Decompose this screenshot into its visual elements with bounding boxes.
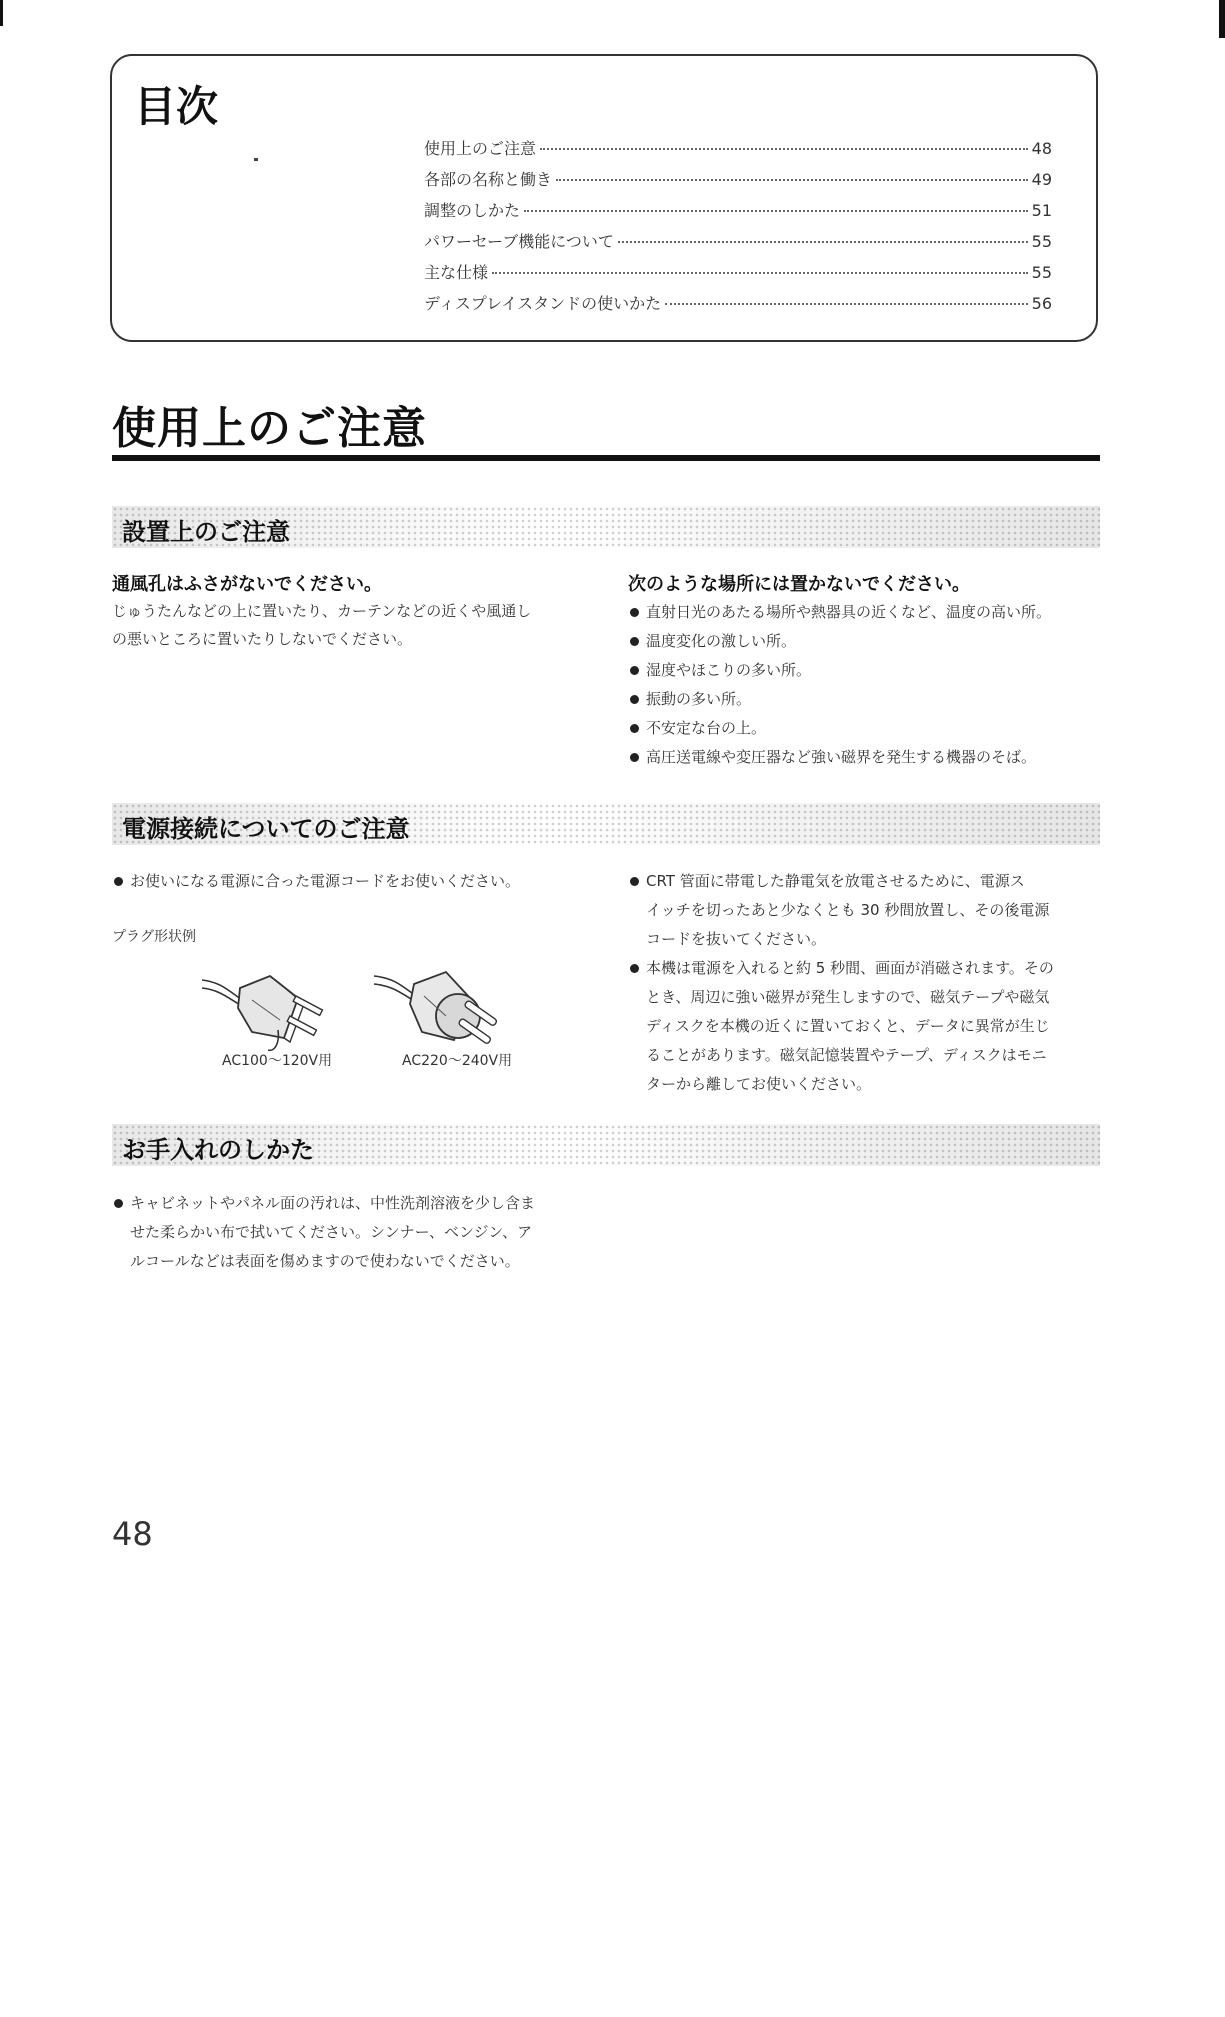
title-rule <box>112 455 1100 461</box>
ventilation-subheading: 通風孔はふさがないでください。 <box>112 574 382 595</box>
toc-entry-label: 各部の名称と働き <box>424 170 553 189</box>
toc-entry[interactable] <box>424 167 1052 198</box>
plug-icon-ac220 <box>372 958 522 1058</box>
placement-bullet-list <box>628 598 1108 772</box>
bullet-item: 高圧送電線や変圧器など強い磁界を発生する機器のそば。 <box>628 743 1108 772</box>
power-right-bullet-list <box>628 867 1106 1099</box>
section-heading-installation: 設置上のご注意 <box>122 518 290 546</box>
toc-entry-page: 51 <box>1031 201 1052 220</box>
text-line: イッチを切ったあと少なくとも 30 秒間放置し、その後電源 <box>646 901 1050 919</box>
toc-entry-label: 使用上のご注意 <box>424 139 537 158</box>
text-line: キャビネットやパネル面の汚れは、中性洗剤溶液を少し含ま <box>130 1194 536 1212</box>
text-line: CRT 管面に帯電した静電気を放電させるために、電源ス <box>646 872 1025 890</box>
toc-leader-dots <box>540 148 1028 150</box>
toc-entry[interactable] <box>424 260 1052 291</box>
toc-entry[interactable] <box>424 136 1052 167</box>
toc-leader-dots <box>665 303 1028 305</box>
toc-entry-page: 56 <box>1031 294 1052 313</box>
toc-leader-dots <box>492 272 1028 274</box>
toc-entry[interactable] <box>424 198 1052 229</box>
toc-stray-mark <box>254 158 258 161</box>
bullet-item <box>112 1189 602 1276</box>
plug-caption-ac220: AC220〜240V用 <box>402 1053 513 1069</box>
text-line: の悪いところに置いたりしないでください。 <box>112 630 413 648</box>
placement-subheading: 次のような場所には置かないでください。 <box>628 574 970 595</box>
text-line: とき、周辺に強い磁界が発生しますので、磁気テープや磁気 <box>646 988 1050 1006</box>
section-band-power <box>112 803 1100 845</box>
plug-caption-ac100: AC100〜120V用 <box>222 1053 333 1069</box>
edge-mark-right <box>1219 0 1225 38</box>
bullet-item: 温度変化の激しい所。 <box>628 627 1108 656</box>
section-band-care <box>112 1124 1100 1166</box>
bullet-item: 不安定な台の上。 <box>628 714 1108 743</box>
text-line: ディスクを本機の近くに置いておくと、データに異常が生じ <box>646 1017 1050 1035</box>
page-number: 48 <box>112 1515 153 1553</box>
section-heading-power: 電源接続についてのご注意 <box>122 815 410 843</box>
text-line: ターから離してお使いください。 <box>646 1075 872 1093</box>
plug-shape-label: プラグ形状例 <box>112 929 196 945</box>
toc-list <box>424 136 1052 322</box>
toc-entry[interactable] <box>424 229 1052 260</box>
bullet-item <box>628 954 1106 1099</box>
care-bullet-list <box>112 1189 602 1276</box>
section-heading-care: お手入れのしかた <box>122 1136 314 1164</box>
power-left-bullet-list <box>112 867 602 896</box>
toc-entry[interactable] <box>424 291 1052 322</box>
bullet-item: お使いになる電源に合った電源コードをお使いください。 <box>112 867 602 896</box>
toc-entry-page: 55 <box>1031 263 1052 282</box>
toc-leader-dots <box>556 179 1028 181</box>
toc-box <box>110 54 1098 342</box>
text-line: 本機は電源を入れると約 5 秒間、画面が消磁されます。その <box>646 959 1054 977</box>
text-line: ルコールなどは表面を傷めますので使わないでください。 <box>130 1252 520 1270</box>
text-line: コードを抜いてください。 <box>646 930 827 948</box>
page-title: 使用上のご注意 <box>112 403 427 454</box>
toc-title: 目次 <box>134 82 219 131</box>
section-band-installation <box>112 506 1100 548</box>
toc-entry-label: 主な仕様 <box>424 263 489 282</box>
ventilation-text <box>112 597 612 653</box>
toc-leader-dots <box>618 241 1028 243</box>
edge-mark-left <box>0 0 3 26</box>
toc-entry-page: 49 <box>1031 170 1052 189</box>
text-line: じゅうたんなどの上に置いたり、カーテンなどの近くや風通し <box>112 602 532 620</box>
bullet-item <box>628 867 1106 954</box>
text-line: ることがあります。磁気記憶装置やテープ、ディスクはモニ <box>646 1046 1047 1064</box>
toc-leader-dots <box>524 210 1028 212</box>
toc-entry-page: 48 <box>1031 139 1052 158</box>
bullet-item: 湿度やほこりの多い所。 <box>628 656 1108 685</box>
text-line: せた柔らかい布で拭いてください。シンナー、ベンジン、ア <box>130 1223 533 1241</box>
toc-entry-page: 55 <box>1031 232 1052 251</box>
plug-icon-ac100 <box>200 960 350 1055</box>
bullet-item: 振動の多い所。 <box>628 685 1108 714</box>
toc-entry-label: ディスプレイスタンドの使いかた <box>424 294 662 313</box>
bullet-item: 直射日光のあたる場所や熱器具の近くなど、温度の高い所。 <box>628 598 1108 627</box>
toc-entry-label: 調整のしかた <box>424 201 521 220</box>
toc-entry-label: パワーセーブ機能について <box>424 232 614 251</box>
